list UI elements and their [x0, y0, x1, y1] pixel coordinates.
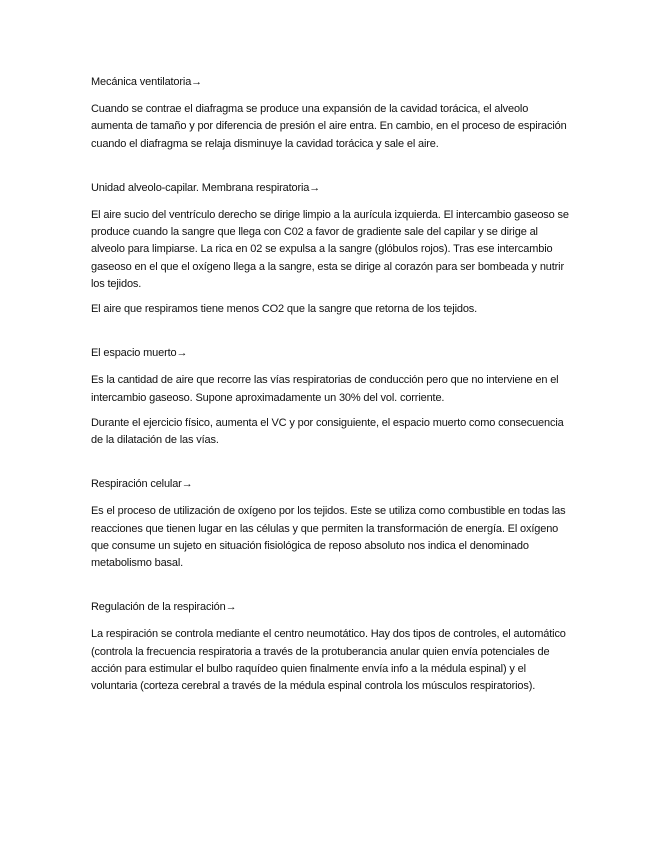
section-paragraph: Durante el ejercicio físico, aumenta el VC y por consiguiente, el espacio muerto como consecuencia de la dilatación de las vías. — [91, 416, 564, 447]
section-heading: Regulación de la respiración→ — [91, 601, 237, 614]
section-heading: Unidad alveolo-capilar. Membrana respiratoria→ — [91, 181, 321, 194]
document-page — [91, 74, 571, 722]
section-heading: El espacio muerto→ — [91, 347, 188, 360]
section-paragraph: Cuando se contrae el diafragma se produce una expansión de la cavidad torácica, el alveolo aumenta de tamaño y por diferencia de presión el aire entra. En cambio, en el proceso de espiración cuando el diafragma se relaja disminuye la cavidad torácica y sale el aire. — [91, 103, 567, 150]
section-paragraph: El aire sucio del ventrículo derecho se dirige limpio a la aurícula izquierda. El intercambio gaseoso se produce cuando la sangre que llega con C02 a favor de gradiente sale del capilar y se dirige al alveolo para limpiarse. La rica en 02 se expulsa a la sangre (glóbulos rojos). Tras ese intercambio gaseoso en el que el oxígeno llega a la sangre, esta se dirige al corazón para ser bombeada y nutrir los tejidos. — [91, 209, 569, 290]
section-regulacion-respiracion — [91, 599, 571, 695]
section-respiracion-celular — [91, 476, 571, 572]
section-heading: Mecánica ventilatoria→ — [91, 76, 203, 88]
section-paragraph: Es el proceso de utilización de oxígeno por los tejidos. Este se utiliza como combustible en todas las reacciones que tienen lugar en las células y que permiten la transformación de energía. El oxígeno que consume un sujeto en situación fisiológica de reposo absoluto nos indica el denominado metabolismo basal. — [91, 505, 566, 570]
section-paragraph: Es la cantidad de aire que recorre las vías respiratorias de conducción pero que no interviene en el intercambio gaseoso. Supone aproximadamente un 30% del vol. corriente. — [91, 374, 559, 404]
section-paragraph: El aire que respiramos tiene menos CO2 que la sangre que retorna de los tejidos. — [91, 303, 478, 316]
section-mecanica-ventilatoria — [91, 74, 571, 153]
section-paragraph: La respiración se controla mediante el centro neumotático. Hay dos tipos de controles, el automático (controla la frecuencia respiratoria a través de la protuberancia anular quien envía potenciales de acción para estimular el bulbo raquídeo quien finalmente envía info a la médula espinal) y el voluntaria (corteza cerebral a través de la médula espinal controla los músculos respiratorios). — [91, 628, 566, 693]
section-unidad-alveolo-capilar — [91, 180, 571, 318]
section-heading: Respiración celular→ — [91, 478, 193, 491]
section-espacio-muerto — [91, 345, 571, 449]
